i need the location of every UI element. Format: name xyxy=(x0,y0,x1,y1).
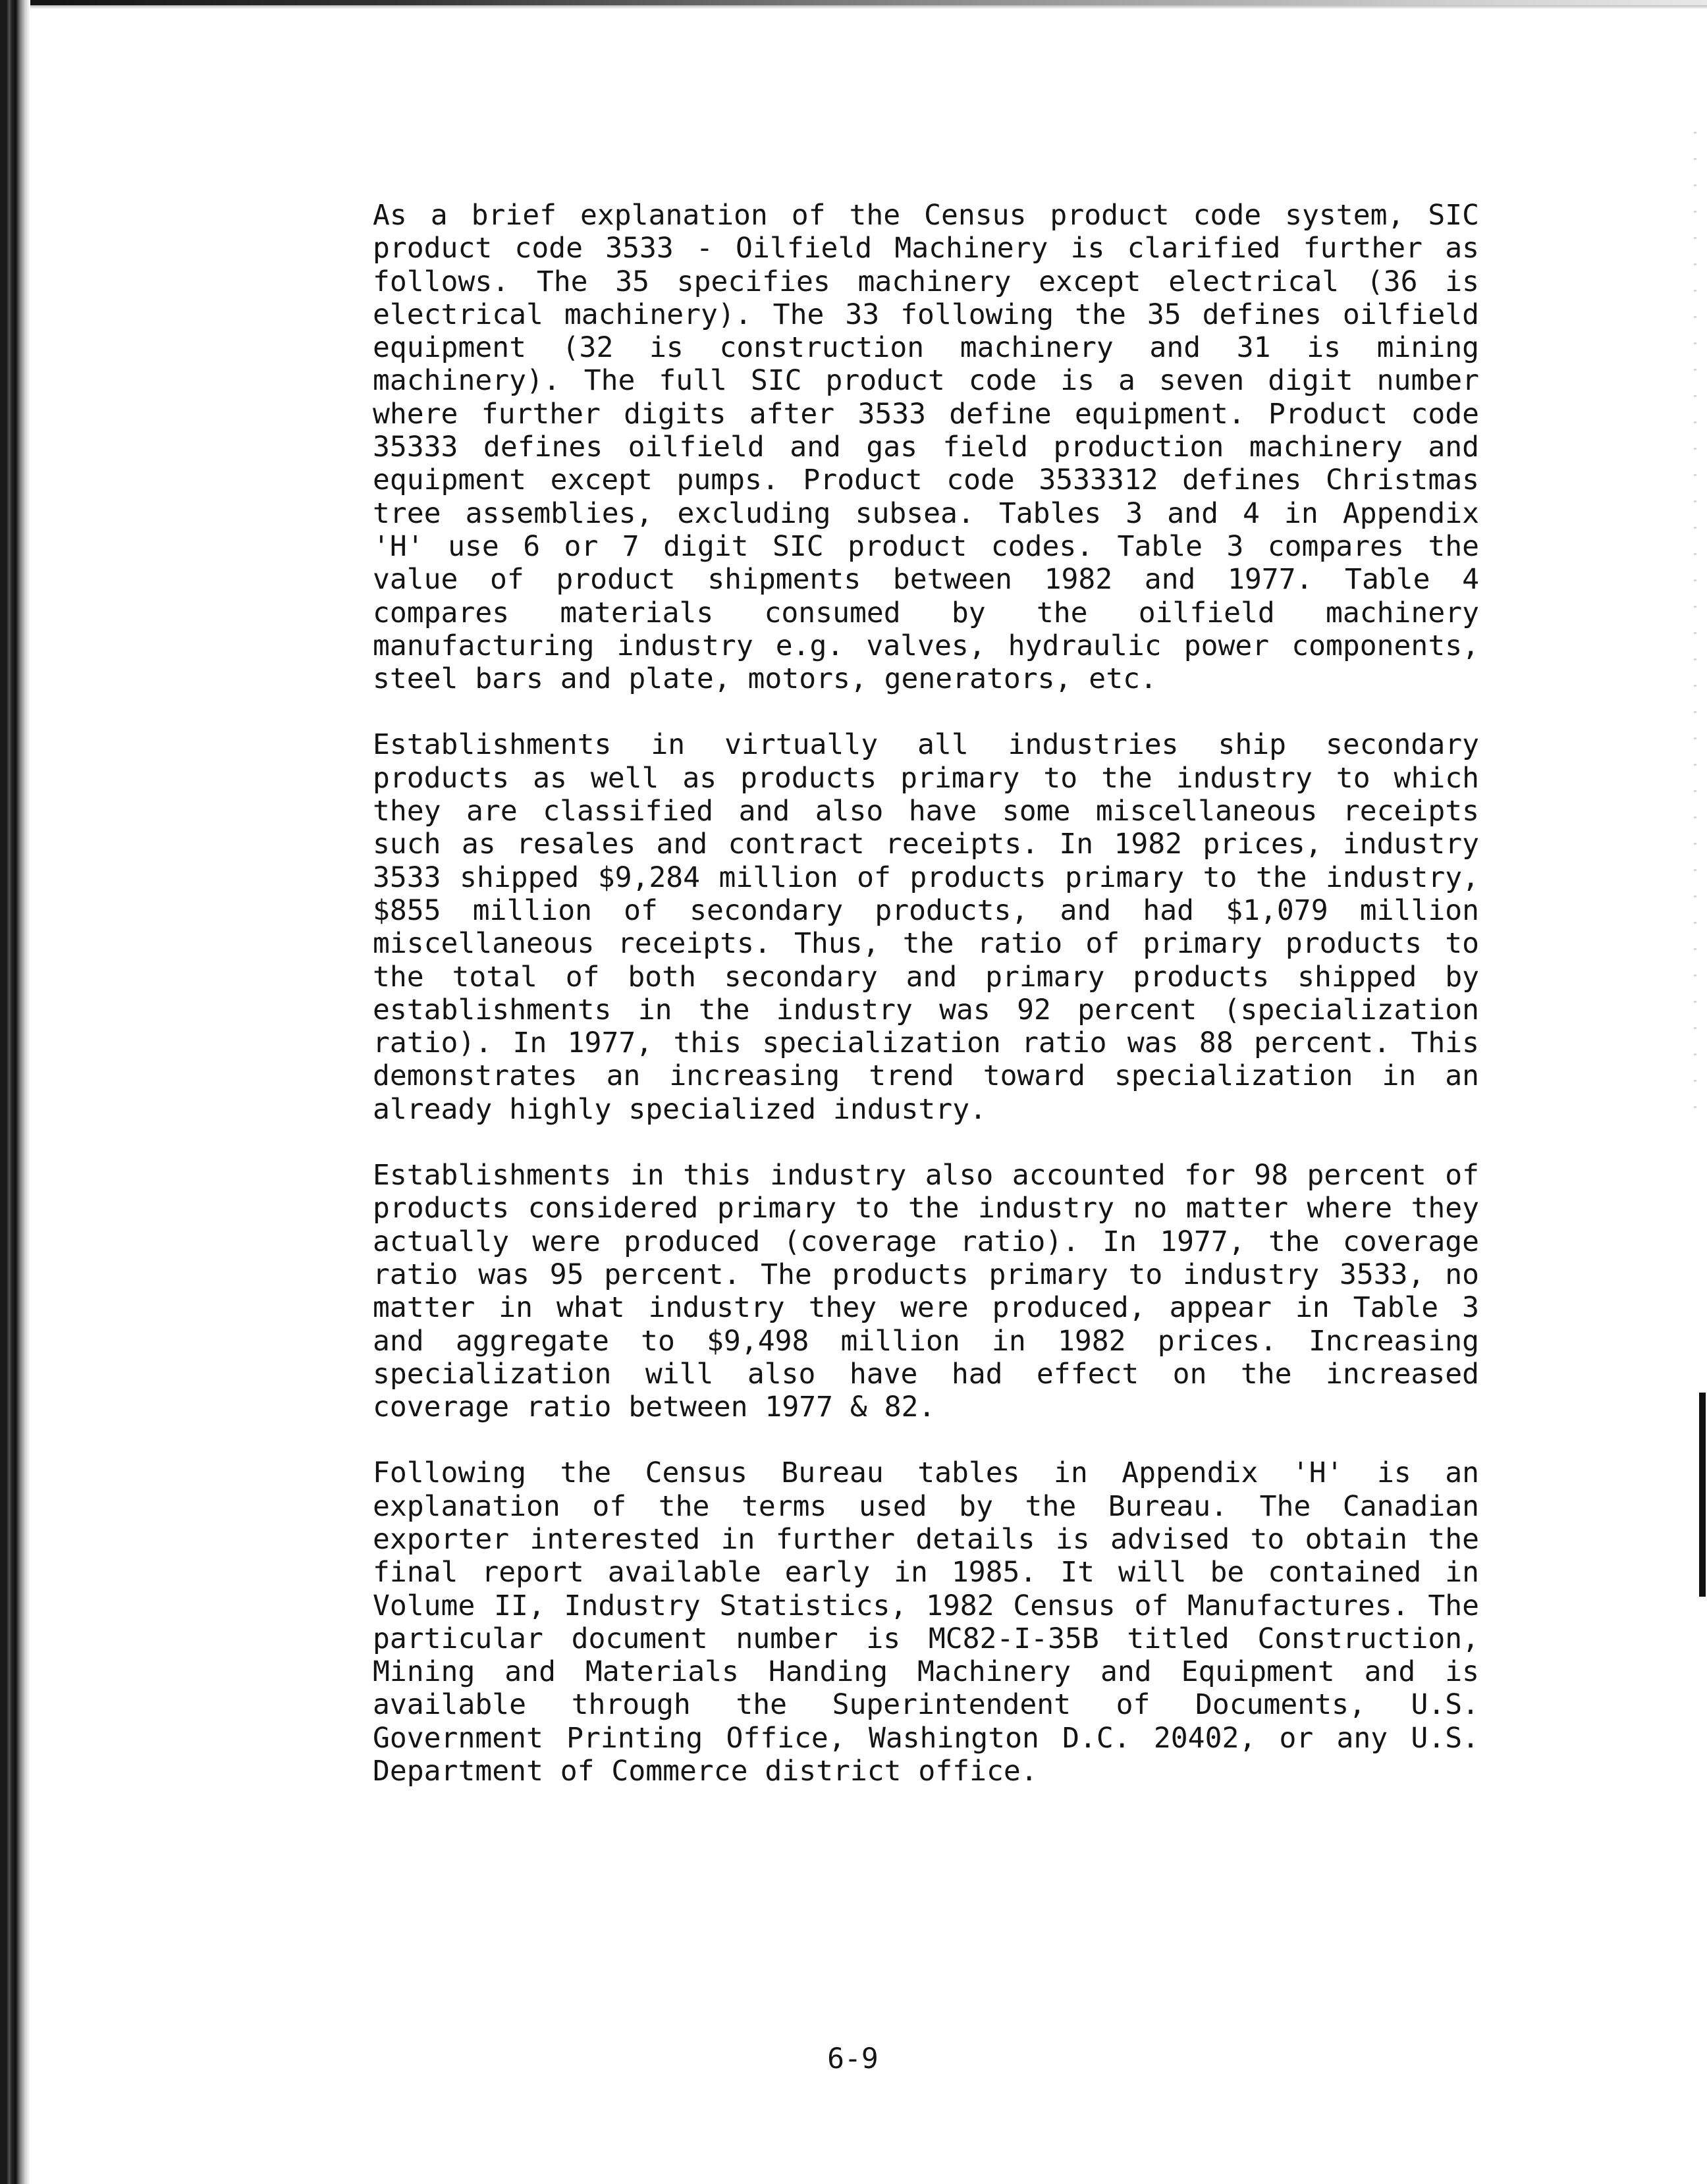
scan-right-edge-marks xyxy=(1694,132,1696,1119)
paragraph-sic-code-explanation: As a brief explanation of the Census product code system, SIC product code 3533 - Oilfield Machinery is clarified further as follows. The 35 specifies machinery except electrical (36 is electrical machinery). The 33 following the 35 defines oilfield equipment (32 is construction machinery and 31 is mining machinery). The full SIC product code is a seven digit number where further digits after 3533 define equipment. Product code 35333 defines oilfield and gas field production machinery and equipment except pumps. Product code 3533312 defines Christmas tree assemblies, excluding subsea. Tables 3 and 4 in Appendix 'H' use 6 or 7 digit SIC product codes. Table 3 compares the value of product shipments between 1982 and 1977. Table 4 compares materials consumed by the oilfield machinery manufacturing industry e.g. valves, hydraulic power components, steel bars and plate, motors, generators, etc. xyxy=(373,199,1479,696)
paragraph-specialization-ratio: Establishments in virtually all industries ship secondary products as well as products primary to the industry to which they are classified and also have some miscellaneous receipts such as resales and contract receipts. In 1982 prices, industry 3533 shipped $9,284 million of products primary to the industry, $855 million of secondary products, and had $1,079 million miscellaneous receipts. Thus, the ratio of primary products to the total of both secondary and primary products shipped by establishments in the industry was 92 percent (specialization ratio). In 1977, this specialization ratio was 88 percent. This demonstrates an increasing trend toward specialization in an already highly specialized industry. xyxy=(373,728,1479,1126)
scan-left-binding-edge xyxy=(0,0,30,2184)
page-number: 6-9 xyxy=(827,2042,879,2075)
paragraph-coverage-ratio: Establishments in this industry also accounted for 98 percent of products considered primary to the industry no matter where they actually were produced (coverage ratio). In 1977, the coverage ratio was 95 percent. The products primary to industry 3533, no matter in what industry they were produced, appear in Table 3 and aggregate to $9,498 million in 1982 prices. Increasing specialization will also have had effect on the increased coverage ratio between 1977 & 82. xyxy=(373,1159,1479,1424)
page-body xyxy=(373,199,1479,1821)
scan-right-margin-bar xyxy=(1699,1393,1706,1597)
scan-top-shadow xyxy=(0,5,1707,9)
paragraph-census-report-reference: Following the Census Bureau tables in Appendix 'H' is an explanation of the terms used by the Bureau. The Canadian exporter interested in further details is advised to obtain the final report available early in 1985. It will be contained in Volume II, Industry Statistics, 1982 Census of Manufactures. The particular document number is MC82-I-35B titled Construction, Mining and Materials Handing Machinery and Equipment and is available through the Superintendent of Documents, U.S. Government Printing Office, Washington D.C. 20402, or any U.S. Department of Commerce district office. xyxy=(373,1456,1479,1788)
scan-top-edge xyxy=(0,0,1707,5)
